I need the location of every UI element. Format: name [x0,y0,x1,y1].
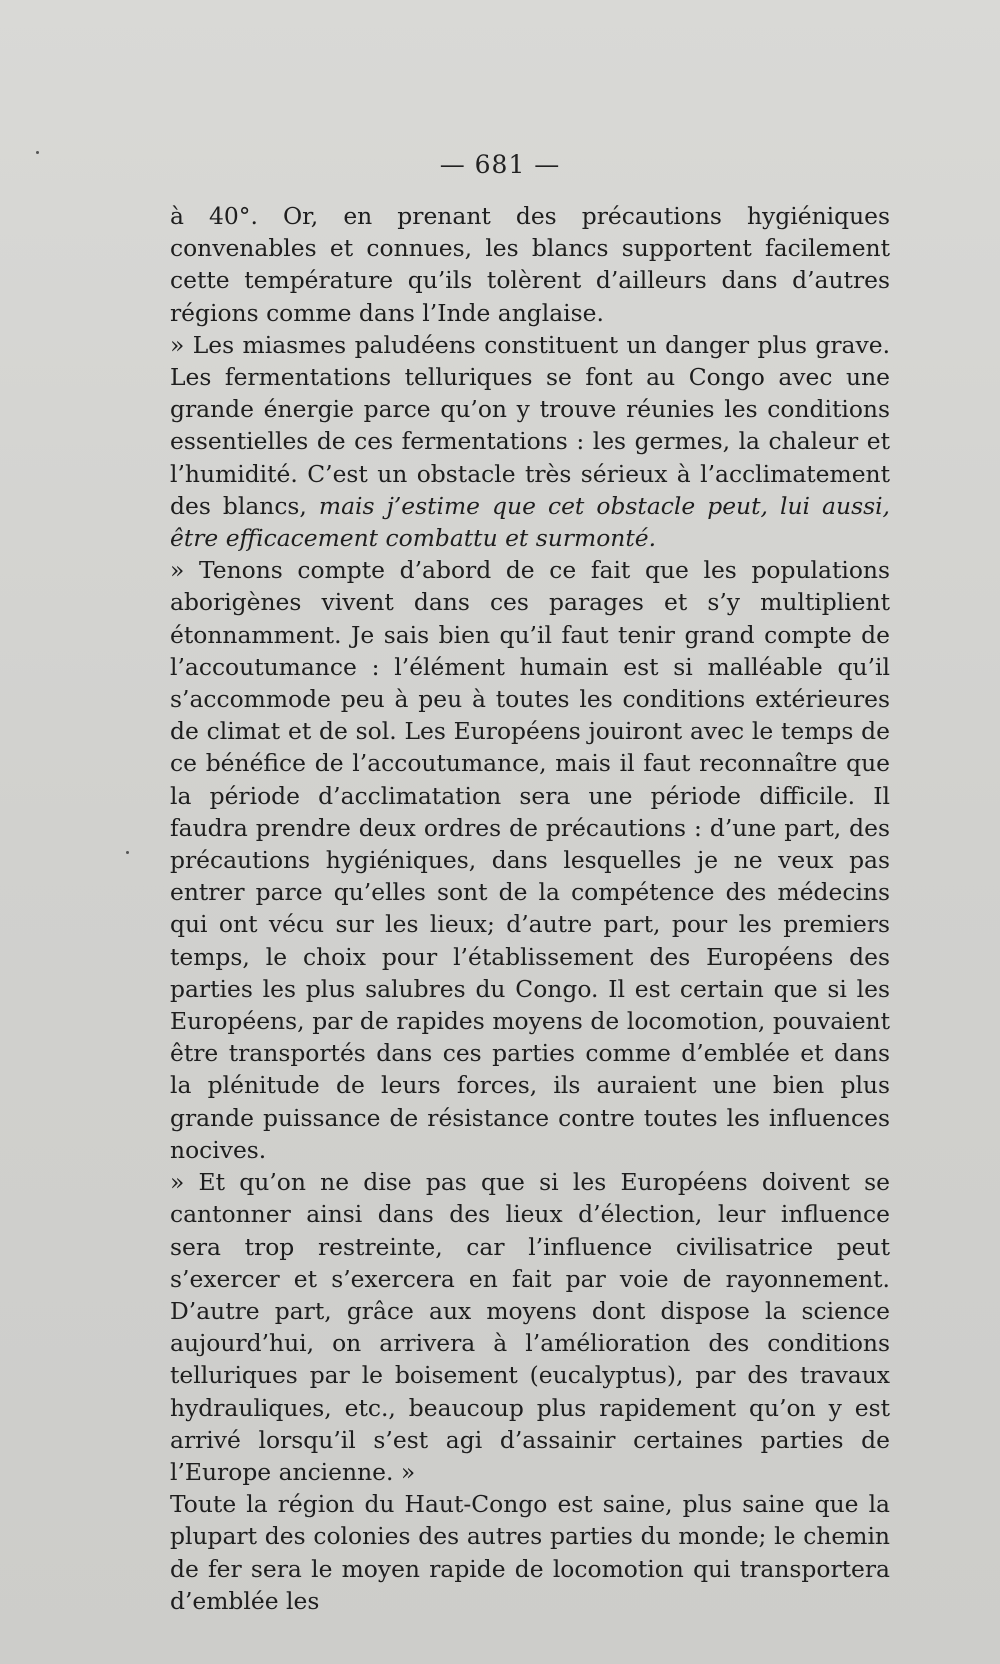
body-text [170,200,890,1617]
page-number: — 681 — [439,150,561,179]
paragraph-2-text: » Les miasmes paludéens constituent un danger plus grave. Les fermentations telluriques se font au Congo avec une grande énergie parce qu’on y trouve réunies les conditions essentielles de ces fermentations : les germes, la chaleur et l’humidité. C’est un obstacle très sérieux à l’acclimatement des blancs, [170,330,890,520]
paper-speck [126,851,129,854]
paragraph-1-text: à 40°. Or, en prenant des précautions hygiéniques convenables et connues, les blancs supportent facilement cette température qu’ils tolèrent d’ailleurs dans d’autres régions comme dans l’Inde anglaise. [170,202,890,327]
paragraph-3-text: » Tenons compte d’abord de ce fait que les populations aborigènes vivent dans ces parages et s’y multiplient étonnamment. Je sais bien qu’il faut tenir grand compte de l’accoutumance : l’élément humain est si malléable qu’il s’accommode peu à peu à toutes les conditions extérieures de climat et de sol. Les Européens jouiront avec le temps de ce bénéfice de l’accoutumance, mais il faut reconnaître que la période d’acclimatation sera une période difficile. Il faudra prendre deux ordres de précautions : d’une part, des précautions hygiéniques, dans lesquelles je ne veux pas entrer parce qu’elles sont de la compétence des médecins qui ont vécu sur les lieux; d’autre part, pour les premiers temps, le choix pour l’établissement des Européens des parties les plus salubres du Congo. Il est certain que si les Européens, par de rapides moyens de locomotion, pouvaient être transportés dans ces parties comme d’emblée et dans la plénitude de leurs forces, ils auraient une bien plus grande puissance de résistance contre toutes les influences nocives. [170,556,890,1164]
paragraph-5-text: Toute la région du Haut-Congo est saine, plus saine que la plupart des colonies des autres parties du monde; le chemin de fer sera le moyen rapide de locomotion qui transportera d’emblée les [170,1490,890,1615]
paper-speck [36,151,39,154]
paragraph-4-text: » Et qu’on ne dise pas que si les Européens doivent se cantonner ainsi dans des lieux d’élection, leur influence sera trop restreinte, car l’influence civilisatrice peut s’exercer et s’exercera en fait par voie de rayonnement. D’autre part, grâce aux moyens dont dispose la science aujourd’hui, on arrivera à l’amélioration des conditions telluriques par le boisement (eucalyptus), par des travaux hydrauliques, etc., beaucoup plus rapidement qu’on y est arrivé lorsqu’il s’est agi d’assainir certaines parties de l’Europe ancienne. » [170,1168,890,1486]
paragraph-1 [170,200,890,329]
paragraph-2 [170,329,890,554]
paragraph-5 [170,1488,890,1617]
paragraph-2-italic-text: mais j’estime que cet obstacle peut, lui aussi, être efficacement combattu et surmonté. [170,491,890,553]
paragraph-3 [170,554,890,1166]
paragraph-4 [170,1166,890,1488]
